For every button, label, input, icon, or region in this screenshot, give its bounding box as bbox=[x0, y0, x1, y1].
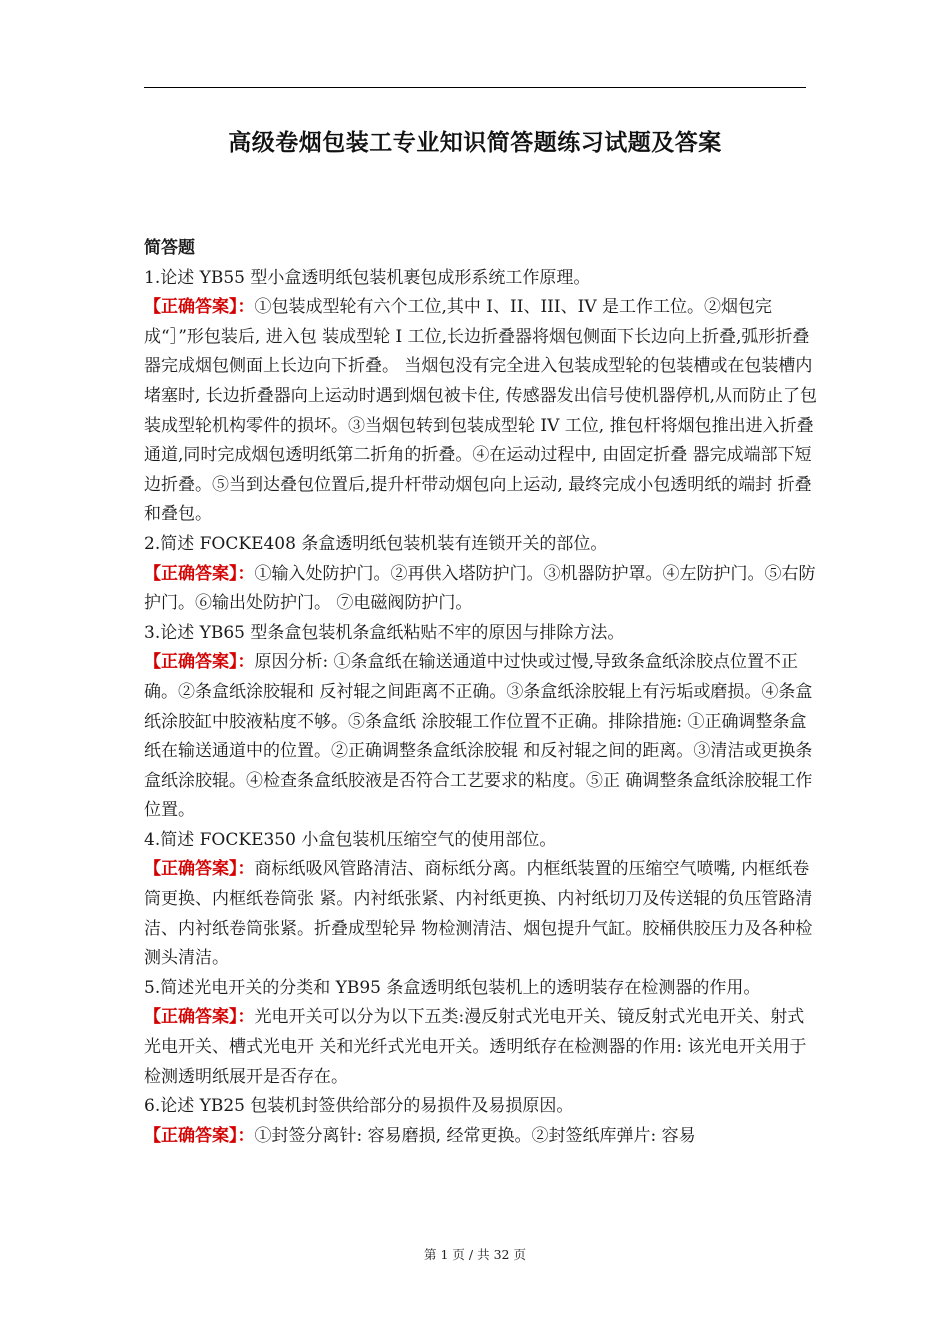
document-body bbox=[144, 234, 820, 1151]
answer-label: 【正确答案】： bbox=[144, 859, 255, 880]
answer-paragraph bbox=[144, 855, 820, 973]
answer-paragraph bbox=[144, 560, 820, 619]
section-heading: 简答题 bbox=[144, 238, 195, 258]
answer-label: 【正确答案】： bbox=[144, 297, 255, 318]
answer-text: ①包装成型轮有六个工位,其中 I、II、III、IV 是工作工位。②烟包完成“］”形包装后, 进入包 装成型轮 I 工位,长边折叠器将烟包侧面下长边向上折叠,弧形折叠器完成烟包侧面上长边向下折叠。 当烟包没有完全进入包装成型轮的包装槽或在包装槽内堵塞时, 长边折叠器向上运动时遇到烟包被卡住, 传感器发出信号使机器停机,从而防止了包装成型轮机构零件的损坏。③当烟包转到包装成型轮 IV 工位, 推包杆将烟包推出进入折叠通道,同时完成烟包透明纸第二折角的折叠。④在运动过程中, 由固定折叠 器完成端部下短边折叠。⑤当到达叠包位置后,提升杆带动烟包向上运动, 最终完成小包透明纸的端封 折叠和叠包。 bbox=[144, 297, 818, 525]
header-rule bbox=[144, 87, 806, 88]
question-text: 6.论述 YB25 包装机封签供给部分的易损件及易损原因。 bbox=[144, 1096, 574, 1117]
answer-label: 【正确答案】： bbox=[144, 1125, 255, 1146]
answer-text: 光电开关可以分为以下五类:漫反射式光电开关、镜反射式光电开关、射式光电开关、槽式光电开 关和光纤式光电开关。透明纸存在检测器的作用: 该光电开关用于检测透明纸展开是否存在。 bbox=[144, 1007, 807, 1087]
answer-text: ①封签分离针: 容易磨损, 经常更换。②封签纸库弹片: 容易 bbox=[254, 1125, 696, 1146]
answer-label: 【正确答案】： bbox=[144, 1007, 255, 1028]
question-text: 5.简述光电开关的分类和 YB95 条盒透明纸包装机上的透明装存在检测器的作用。 bbox=[144, 977, 761, 998]
question-text: 3.论述 YB65 型条盒包装机条盒纸粘贴不牢的原因与排除方法。 bbox=[144, 622, 625, 643]
answer-text: 商标纸吸风管路清洁、商标纸分离。内框纸装置的压缩空气喷嘴, 内框纸卷筒更换、内框纸卷筒张 紧。内衬纸张紧、内衬纸更换、内衬纸切刀及传送辊的负压管路清洁、内衬纸卷筒张紧。折叠成型轮异 物检测清洁、烟包提升气缸。胶桶供胶压力及各种检测头清洁。 bbox=[144, 859, 813, 969]
answer-paragraph bbox=[144, 1003, 820, 1092]
question-text: 2.简述 FOCKE408 条盒透明纸包装机装有连锁开关的部位。 bbox=[144, 533, 608, 554]
answer-paragraph bbox=[144, 293, 820, 530]
question-text: 4.简述 FOCKE350 小盒包装机压缩空气的使用部位。 bbox=[144, 829, 557, 850]
page-footer: 第 1 页 / 共 32 页 bbox=[424, 1247, 526, 1262]
document-title: 高级卷烟包装工专业知识简答题练习试题及答案 bbox=[228, 129, 722, 156]
answer-text: ①输入处防护门。②再供入塔防护门。③机器防护罩。④左防护门。⑤右防护门。⑥输出处防护门。 ⑦电磁阀防护门。 bbox=[144, 563, 816, 614]
answer-paragraph bbox=[144, 648, 820, 826]
answer-text: 原因分析: ①条盒纸在输送通道中过快或过慢,导致条盒纸涂胶点位置不正确。②条盒纸涂胶辊和 反衬辊之间距离不正确。③条盒纸涂胶辊上有污垢或磨损。④条盒纸涂胶缸中胶液粘度不够。⑤条盒纸 涂胶辊工作位置不正确。排除措施: ①正确调整条盒纸在输送通道中的位置。②正确调整条盒纸涂胶辊 和反衬辊之间的距离。③清洁或更换条盒纸涂胶辊。④检查条盒纸胶液是否符合工艺要求的粘度。⑤正 确调整条盒纸涂胶辊工作位置。 bbox=[144, 652, 813, 821]
question-text: 1.论述 YB55 型小盒透明纸包装机裹包成形系统工作原理。 bbox=[144, 267, 591, 288]
answer-paragraph bbox=[144, 1122, 820, 1152]
answer-label: 【正确答案】： bbox=[144, 563, 255, 584]
answer-label: 【正确答案】： bbox=[144, 652, 255, 673]
